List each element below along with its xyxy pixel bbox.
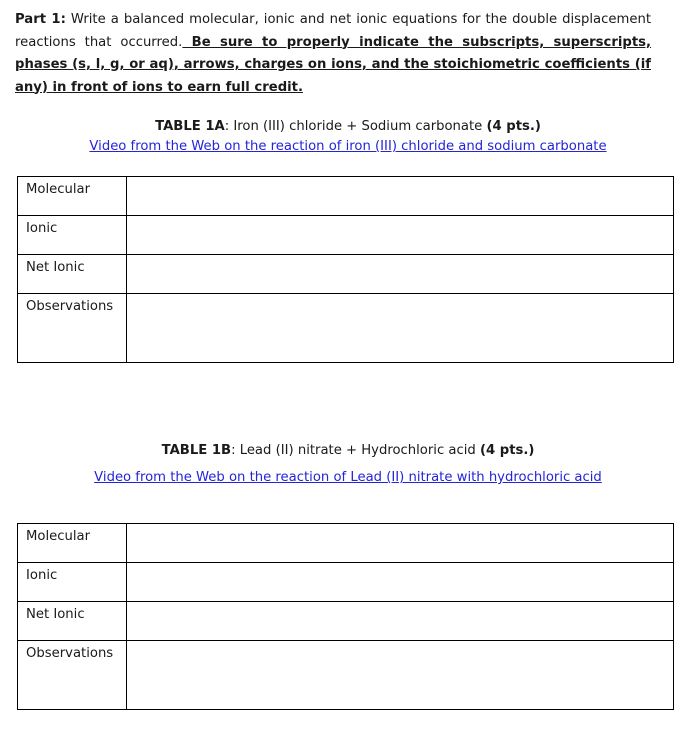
table-1b: [17, 523, 674, 710]
table-1a-video-link[interactable]: Video from the Web on the reaction of iron (III) chloride and sodium carbonate: [89, 139, 607, 154]
instructions-text: Write a balanced molecular, ionic and net ionic equations for the double displacement reactions that occurred.: [15, 12, 651, 50]
table-row: [18, 255, 674, 294]
table-row: [18, 294, 674, 363]
part-label: Part 1:: [15, 12, 66, 27]
row-label-net-ionic: Net Ionic: [18, 602, 127, 641]
table-1b-label: TABLE 1B: [161, 443, 232, 458]
row-label-molecular: Molecular: [18, 177, 127, 216]
answer-cell-ionic[interactable]: [127, 216, 674, 255]
row-label-ionic: Ionic: [18, 216, 127, 255]
row-label-observations: Observations: [18, 294, 127, 363]
table-1a: [17, 176, 674, 363]
table-row: [18, 524, 674, 563]
table-row: [18, 177, 674, 216]
answer-cell-net-ionic[interactable]: [127, 602, 674, 641]
table-row: [18, 641, 674, 710]
row-label-observations: Observations: [18, 641, 127, 710]
table-1a-reaction: : Iron (III) chloride + Sodium carbonate: [224, 119, 487, 134]
table-1b-caption: [0, 443, 696, 458]
answer-cell-molecular[interactable]: [127, 177, 674, 216]
table-1b-reaction: : Lead (II) nitrate + Hydrochloric acid: [231, 443, 480, 458]
table-1b-video-link[interactable]: Video from the Web on the reaction of Lead (II) nitrate with hydrochloric acid: [94, 470, 602, 485]
table-1a-label: TABLE 1A: [155, 119, 225, 134]
answer-cell-molecular[interactable]: [127, 524, 674, 563]
answer-cell-net-ionic[interactable]: [127, 255, 674, 294]
table-1b-points: (4 pts.): [479, 443, 535, 458]
row-label-molecular: Molecular: [18, 524, 127, 563]
answer-cell-observations[interactable]: [127, 294, 674, 363]
row-label-ionic: Ionic: [18, 563, 127, 602]
answer-cell-observations[interactable]: [127, 641, 674, 710]
instructions-paragraph: [15, 9, 651, 99]
row-label-net-ionic: Net Ionic: [18, 255, 127, 294]
table-1a-caption: [0, 119, 696, 134]
answer-cell-ionic[interactable]: [127, 563, 674, 602]
table-1a-points: (4 pts.): [486, 119, 541, 134]
table-row: [18, 216, 674, 255]
table-row: [18, 563, 674, 602]
table-row: [18, 602, 674, 641]
instructions-emphasis: Be sure to properly indicate the subscripts, superscripts, phases (s, l, g, or aq), arrows, charges on ions, and the stoichiometric coefficients (if any) in front of ions to earn full credit.: [15, 34, 651, 95]
